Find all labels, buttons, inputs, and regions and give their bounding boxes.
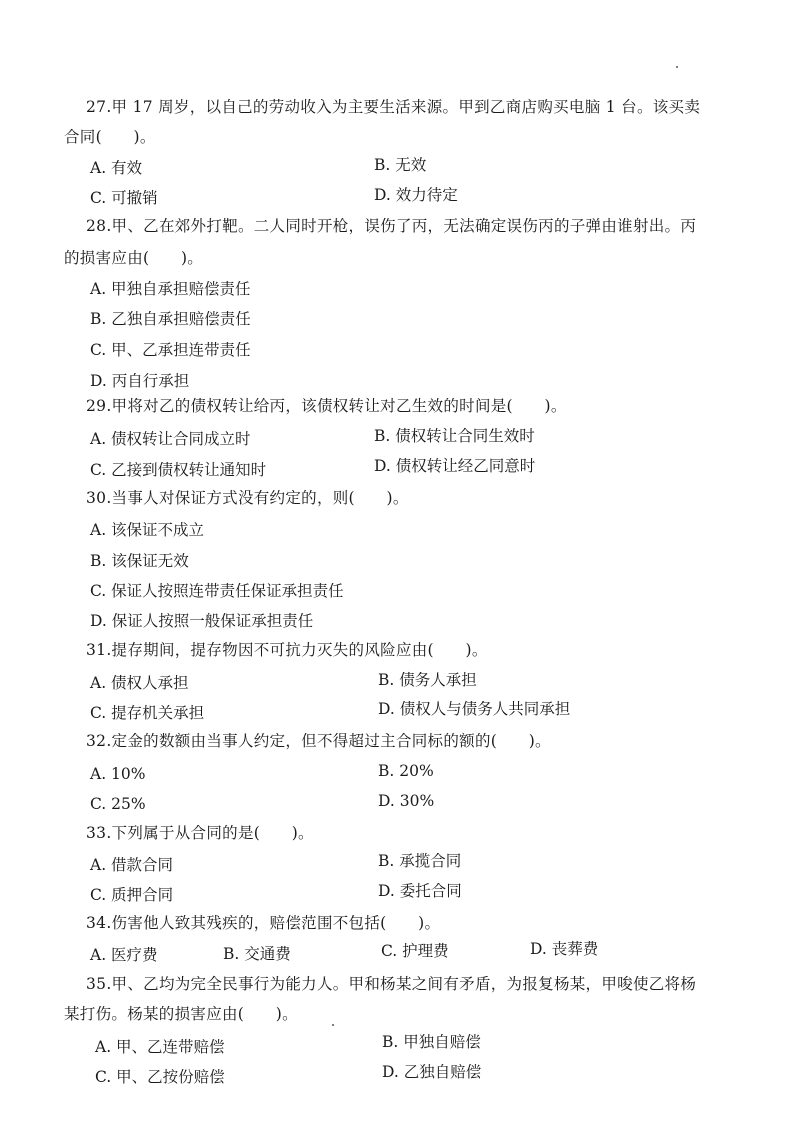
question-27-option-c: C. 可撤销: [90, 189, 158, 207]
question-35-option-c: C. 甲、乙按份赔偿: [95, 1068, 225, 1086]
question-34-option-b: B. 交通费: [223, 945, 291, 963]
question-35-option-b: B. 甲独自赔偿: [382, 1033, 481, 1051]
question-31-option-b: B. 债务人承担: [378, 671, 477, 689]
question-30-option-c: C. 保证人按照连带责任保证承担责任: [90, 582, 344, 600]
question-27-line-1: 27.甲 17 周岁，以自己的劳动收入为主要生活来源。甲到乙商店购买电脑 1 台。该买卖: [86, 98, 701, 116]
question-29-line-1: 29.甲将对乙的债权转让给丙，该债权转让对乙生效的时间是( )。: [86, 397, 567, 415]
question-35-option-d: D. 乙独自赔偿: [382, 1063, 482, 1081]
question-33-option-d: D. 委托合同: [378, 882, 462, 900]
question-28-option-a: A. 甲独自承担赔偿责任: [90, 280, 251, 298]
question-33-option-c: C. 质押合同: [90, 886, 174, 904]
question-28-line-2: 的损害应由( )。: [64, 249, 204, 267]
question-29-option-b: B. 债权转让合同生效时: [374, 427, 535, 445]
question-31-option-d: D. 债权人与债务人共同承担: [378, 700, 571, 718]
question-29-option-a: A. 债权转让合同成立时: [90, 430, 251, 448]
question-34-option-a: A. 医疗费: [90, 946, 158, 964]
question-33-option-b: B. 承揽合同: [378, 852, 462, 870]
question-35-option-a: A. 甲、乙连带赔偿: [95, 1038, 225, 1056]
question-32-option-c: C. 25%: [90, 795, 146, 813]
question-31-option-a: A. 债权人承担: [90, 674, 189, 692]
question-32-option-d: D. 30%: [378, 792, 435, 810]
question-30-option-b: B. 该保证无效: [90, 552, 189, 570]
scan-speck: [676, 66, 678, 68]
question-28-line-1: 28.甲、乙在郊外打靶。二人同时开枪，误伤了丙，无法确定误伤丙的子弹由谁射出。丙: [86, 217, 697, 235]
question-34-option-d: D. 丧葬费: [530, 940, 599, 958]
question-27-option-d: D. 效力待定: [374, 186, 458, 204]
question-27-line-2: 合同( )。: [64, 128, 156, 146]
question-28-option-d: D. 丙自行承担: [90, 372, 190, 390]
question-35-line-1: 35.甲、乙均为完全民事行为能力人。甲和杨某之间有矛盾，为报复杨某，甲唆使乙将杨: [86, 975, 697, 993]
question-32-option-a: A. 10%: [90, 765, 146, 783]
question-33-line-1: 33.下列属于从合同的是( )。: [86, 824, 314, 842]
question-28-option-c: C. 甲、乙承担连带责任: [90, 341, 251, 359]
question-27-option-a: A. 有效: [90, 159, 143, 177]
question-30-option-a: A. 该保证不成立: [90, 521, 205, 539]
question-35-line-2: 某打伤。杨某的损害应由( )。: [64, 1005, 298, 1023]
question-31-option-c: C. 提存机关承担: [90, 704, 205, 722]
question-30-option-d: D. 保证人按照一般保证承担责任: [90, 612, 314, 630]
question-28-option-b: B. 乙独自承担赔偿责任: [90, 310, 251, 328]
question-30-line-1: 30.当事人对保证方式没有约定的，则( )。: [86, 489, 409, 507]
question-33-option-a: A. 借款合同: [90, 856, 174, 874]
scan-speck: [332, 1024, 334, 1026]
question-31-line-1: 31.提存期间，提存物因不可抗力灭失的风险应由( )。: [86, 641, 488, 659]
question-29-option-d: D. 债权转让经乙同意时: [374, 457, 536, 475]
question-29-option-c: C. 乙接到债权转让通知时: [90, 461, 267, 479]
question-34-line-1: 34.伤害他人致其残疾的，赔偿范围不包括( )。: [86, 914, 441, 932]
question-34-option-c: C. 护理费: [381, 942, 449, 960]
question-27-option-b: B. 无效: [374, 156, 427, 174]
question-32-option-b: B. 20%: [378, 762, 434, 780]
question-32-line-1: 32.定金的数额由当事人约定，但不得超过主合同标的额的( )。: [86, 732, 551, 750]
